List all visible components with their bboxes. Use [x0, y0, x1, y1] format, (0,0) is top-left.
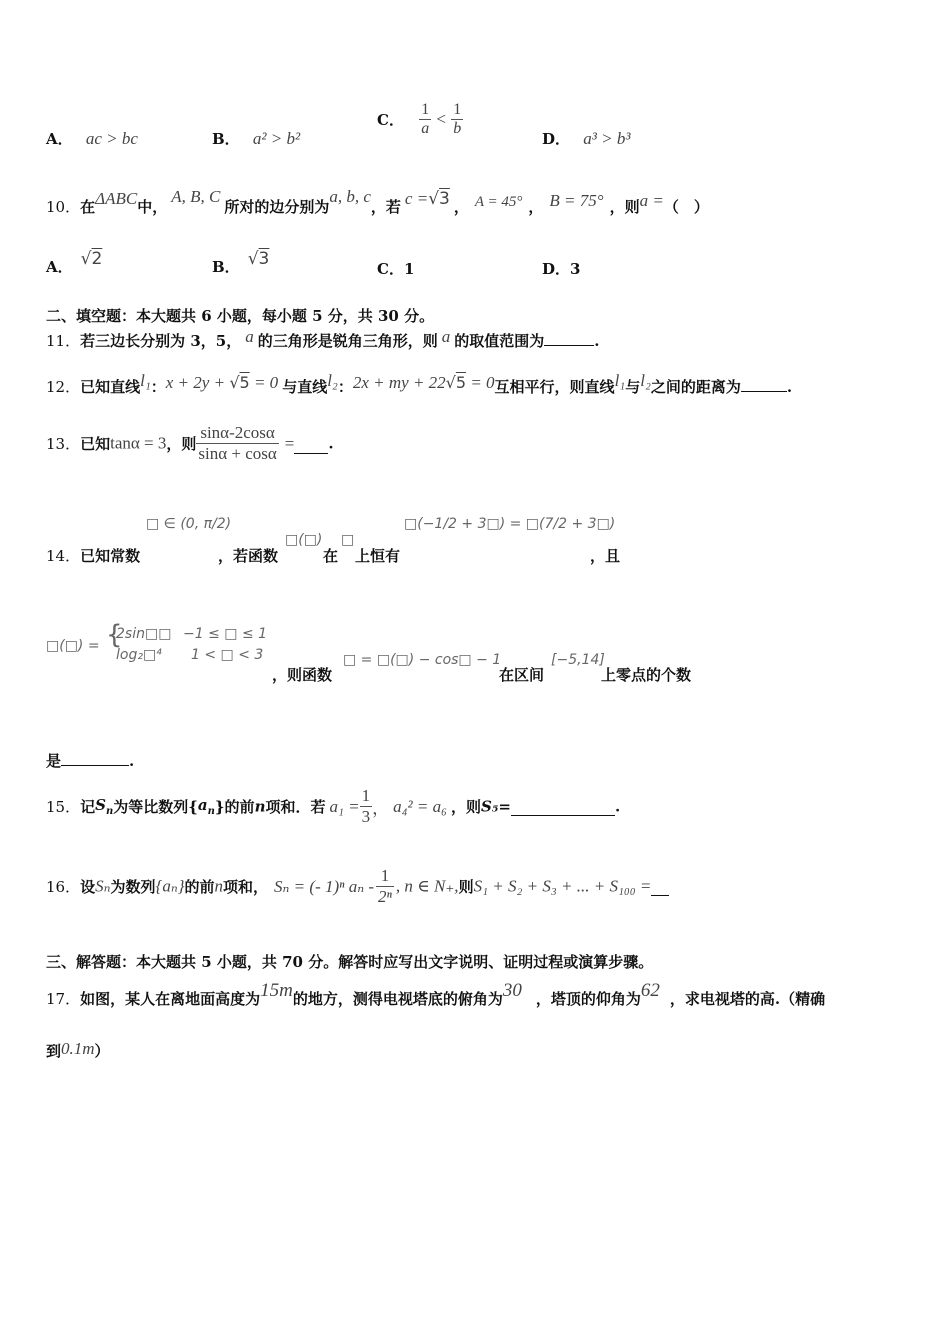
q16-fraction: [376, 866, 394, 907]
q15-sn-main: S: [95, 796, 106, 814]
q10-stem: [46, 187, 709, 217]
q14-line3: [46, 750, 134, 771]
q15-sn-sub: n: [105, 806, 114, 817]
q12-eq1-root: √5: [229, 373, 250, 392]
q16-sequence: {aₙ}: [155, 876, 185, 896]
q10-text4: ，若: [370, 198, 401, 216]
q15-sn: [95, 796, 114, 817]
q16-sn: Sₙ: [95, 876, 111, 896]
q16-text2: 为数列: [110, 878, 156, 896]
q15-text4: 项和．若: [265, 798, 326, 816]
q9-option-c-lt: <: [436, 109, 447, 129]
q10-comma2: ，: [528, 198, 544, 216]
q11-end: .: [594, 332, 600, 350]
q12-answer-blank[interactable]: [741, 391, 787, 392]
q16-n: n: [214, 876, 224, 896]
q15-end: .: [615, 797, 621, 816]
q12-eq1-part-a: x + 2y +: [165, 373, 230, 392]
q14-brace: {: [106, 620, 123, 650]
q15-number: 15．: [46, 798, 81, 816]
q15-text2: 为等比数列{: [113, 798, 198, 816]
q16-text4: 项和，: [223, 878, 269, 896]
q9-option-d: [542, 128, 630, 149]
q15-fraction-bottom: 3: [361, 807, 371, 826]
q17-text3: ，塔顶的仰角为: [535, 990, 641, 1008]
q10-option-b-label: B．: [212, 258, 240, 276]
q14-text5: ，且: [590, 547, 621, 565]
q17-text4: ，求电视塔的高.（精确: [669, 990, 826, 1008]
q14-piecewise-lhs: □(□) =: [46, 638, 100, 654]
q9-option-a-label: A．: [46, 130, 73, 148]
q10-text5: ，则: [609, 198, 640, 216]
q16-text5: 则: [458, 878, 474, 896]
q14-case1-range: −1 ≤ □ ≤ 1: [183, 626, 268, 642]
q14-function: □(□): [285, 532, 323, 548]
q9-option-d-label: D．: [542, 130, 571, 148]
q17-text5: 到: [46, 1042, 62, 1060]
q15-a1: a₁ =: [329, 796, 360, 816]
q12-eq1-radicand: 5: [239, 373, 250, 392]
q9-option-c-den2: b: [453, 120, 462, 137]
q13-text2: ，则: [166, 435, 197, 453]
q14-stem-line1: [46, 545, 140, 566]
q10-comma1: ，: [453, 198, 469, 216]
q12-eq2-radicand: 5: [455, 373, 467, 392]
q14-text6: ，则函数: [272, 666, 333, 684]
q15-sep: ，: [372, 799, 390, 818]
q17-text6: ）: [94, 1042, 110, 1060]
q13-answer-blank[interactable]: [294, 453, 328, 454]
q13-fraction-top: sinα-2cosα: [196, 423, 278, 444]
q13-fraction-bottom: sinα + cosα: [198, 444, 277, 463]
q12-text3: 互相平行，则直线: [494, 378, 615, 396]
q12-l1b: l₁: [614, 371, 626, 390]
q16-text3: 的前: [184, 878, 215, 896]
q14-answer-blank[interactable]: [61, 765, 129, 766]
q9-option-b-math: a² > b²: [252, 129, 301, 148]
q17-line2: [46, 1040, 110, 1061]
q14-case2-range: 1 < □ < 3: [191, 647, 264, 663]
q17-text1: 如图，某人在离地面高度为: [80, 990, 261, 1008]
q9-option-b: [212, 128, 300, 149]
q12-text4: 之间的距离为: [650, 378, 741, 396]
q14-text4: 上恒有: [355, 547, 401, 565]
q13-tan: tanα = 3: [110, 433, 167, 453]
q10-angle-a: A = 45°: [474, 194, 523, 210]
q17-height: 15m: [260, 980, 293, 1001]
q12-l2: l₂: [327, 371, 338, 390]
q12-eq2-part-a: 2x + my + 22: [352, 373, 446, 392]
q10-text2: 中，: [137, 198, 168, 216]
q10-c-value: √3: [428, 189, 450, 209]
q15-fraction: [360, 786, 373, 827]
q10-sides: a, b, c: [329, 187, 371, 206]
q9-option-c-label: C．: [377, 111, 404, 129]
q9-option-a-math: ac > bc: [85, 129, 138, 148]
q15-stem: [46, 786, 620, 827]
q15-answer-blank[interactable]: [511, 815, 615, 816]
q10-option-a-value: √2: [80, 249, 103, 269]
q14-g-function: □ = □(□) − cos□ − 1: [343, 652, 502, 668]
q16-fraction-bottom: 2ⁿ: [378, 887, 392, 906]
q9-option-c-num2: 1: [453, 101, 462, 118]
q10-option-a: [46, 249, 103, 277]
q17-elevation-angle: 62: [640, 980, 660, 1001]
q17-depression-angle: 30: [502, 980, 522, 1001]
q13-equals: =: [284, 433, 295, 453]
q9-option-c-frac2: [451, 101, 463, 138]
q10-c-radicand: 3: [439, 189, 450, 209]
q14-text1: 已知常数: [80, 547, 141, 565]
q9-option-a: [46, 128, 138, 149]
q9-option-c: [377, 101, 463, 138]
q10-text3: 所对的边分别为: [224, 198, 330, 216]
q10-option-c: C．1: [377, 260, 415, 278]
q16-fraction-top: 1: [376, 866, 394, 887]
q10-a-eq: a =: [639, 191, 664, 210]
q12-colon: ：: [150, 378, 166, 396]
q15-text5: ，则: [451, 798, 482, 816]
q14-condition: □ ∈ (0, π/2): [146, 516, 232, 532]
q11-text3: 的取值范围为: [454, 332, 545, 350]
q11-number: 11．: [46, 332, 81, 350]
q16-answer-blank[interactable]: [651, 895, 669, 896]
q10-triangle: ΔABC: [95, 189, 138, 208]
q13-end: .: [328, 434, 334, 453]
q10-option-a-radicand: 2: [91, 249, 103, 269]
q17-precision: 0.1m: [61, 1039, 95, 1058]
q15-n: n: [254, 797, 266, 816]
q17-text2: 的地方，测得电视塔底的俯角为: [292, 990, 503, 1008]
q12-and: 与: [625, 378, 641, 396]
q16-formula-b: , n ∈ N₊,: [395, 876, 459, 896]
q10-c-eq: c =: [404, 189, 429, 208]
q13-stem: [46, 423, 334, 464]
q10-option-b-radicand: 3: [258, 249, 270, 269]
q12-eq2-part-b: = 0: [466, 373, 495, 392]
q14-number: 14．: [46, 547, 81, 565]
q9-option-c-den1: a: [421, 120, 430, 137]
q14-identity: □(−1/2 + 3□) = □(7/2 + 3□): [404, 516, 616, 532]
q10-number: 10．: [46, 198, 81, 216]
q10-angles: A, B, C: [171, 187, 221, 206]
q11-answer-blank[interactable]: [544, 345, 594, 346]
q15-an-main: a: [197, 796, 208, 814]
q14-text8: 上零点的个数: [601, 666, 692, 684]
q9-option-b-label: B．: [212, 130, 240, 148]
q10-option-b-value: √3: [247, 249, 270, 269]
q15-text3: }的前: [214, 798, 255, 816]
q10-option-d: D．3: [542, 260, 581, 278]
q14-end: .: [129, 752, 135, 770]
q10-text1: 在: [80, 198, 96, 216]
q14-text2: ，若函数: [218, 547, 279, 565]
q12-eq1-part-b: = 0: [249, 373, 279, 392]
q10-option-a-label: A．: [46, 258, 73, 276]
q10-answer-paren: （ ）: [663, 198, 709, 216]
q11-text2: 的三角形是锐角三角形，则: [257, 332, 438, 350]
q14-interval: [−5,14]: [551, 652, 605, 668]
q14-domain: □: [341, 532, 355, 548]
q16-number: 16．: [46, 878, 81, 896]
section-2-heading: 二、填空题：本大题共 6 小题，每小题 5 分，共 30 分。: [46, 307, 435, 325]
section-3-heading: 三、解答题：本大题共 5 小题，共 70 分。解答时应写出文字说明、证明过程或演算步骤。: [46, 953, 654, 971]
q10-angle-b: B = 75°: [549, 191, 604, 210]
q12-number: 12．: [46, 378, 81, 396]
q12-text2: 与直线: [282, 378, 328, 396]
q14-text3: 在: [323, 547, 339, 565]
q16-formula-a: Sₙ = (- 1)ⁿ aₙ -: [274, 876, 375, 896]
q9-option-d-math: a³ > b³: [583, 129, 631, 148]
q12-stem: [46, 371, 793, 397]
q16-text1: 设: [80, 878, 96, 896]
q17-line1: [46, 980, 826, 1010]
q12-l2b: l₂: [640, 371, 651, 390]
q10-option-b: [212, 249, 270, 277]
q17-number: 17．: [46, 990, 81, 1008]
q15-fraction-top: 1: [361, 786, 371, 805]
q11-var-a2: a: [441, 327, 451, 346]
q14-case2-expr: log₂□⁴: [116, 647, 162, 663]
q16-sum: S₁ + S₂ + S₃ + ... + S₁₀₀ =: [473, 876, 652, 896]
q12-eq2-root: √5: [445, 373, 467, 392]
q15-a4: a₄² = a₆: [393, 796, 448, 816]
q13-fraction: [196, 423, 278, 464]
q11-var-a: a: [245, 327, 254, 346]
q11-stem: [46, 327, 600, 351]
q14-text9: 是: [46, 752, 62, 770]
q15-s5: S₅=: [481, 797, 512, 816]
q13-text1: 已知: [80, 435, 111, 453]
q13-number: 13．: [46, 435, 81, 453]
q14-text7: 在区间: [499, 666, 545, 684]
q12-colon2: ：: [337, 378, 353, 396]
q15-text1: 记: [80, 798, 96, 816]
q12-l1: l₁: [140, 371, 151, 390]
q16-stem: [46, 866, 669, 907]
q12-text1: 已知直线: [80, 378, 141, 396]
q14-case1-expr: 2sin□□: [116, 626, 172, 642]
q9-option-c-frac1: [419, 101, 431, 138]
q15-an: [197, 796, 215, 817]
q11-text1: 若三边长分别为 3，5，: [80, 332, 242, 350]
q12-end: .: [786, 378, 793, 396]
q15-an-sub: n: [207, 806, 215, 817]
q9-option-c-num1: 1: [421, 101, 430, 118]
